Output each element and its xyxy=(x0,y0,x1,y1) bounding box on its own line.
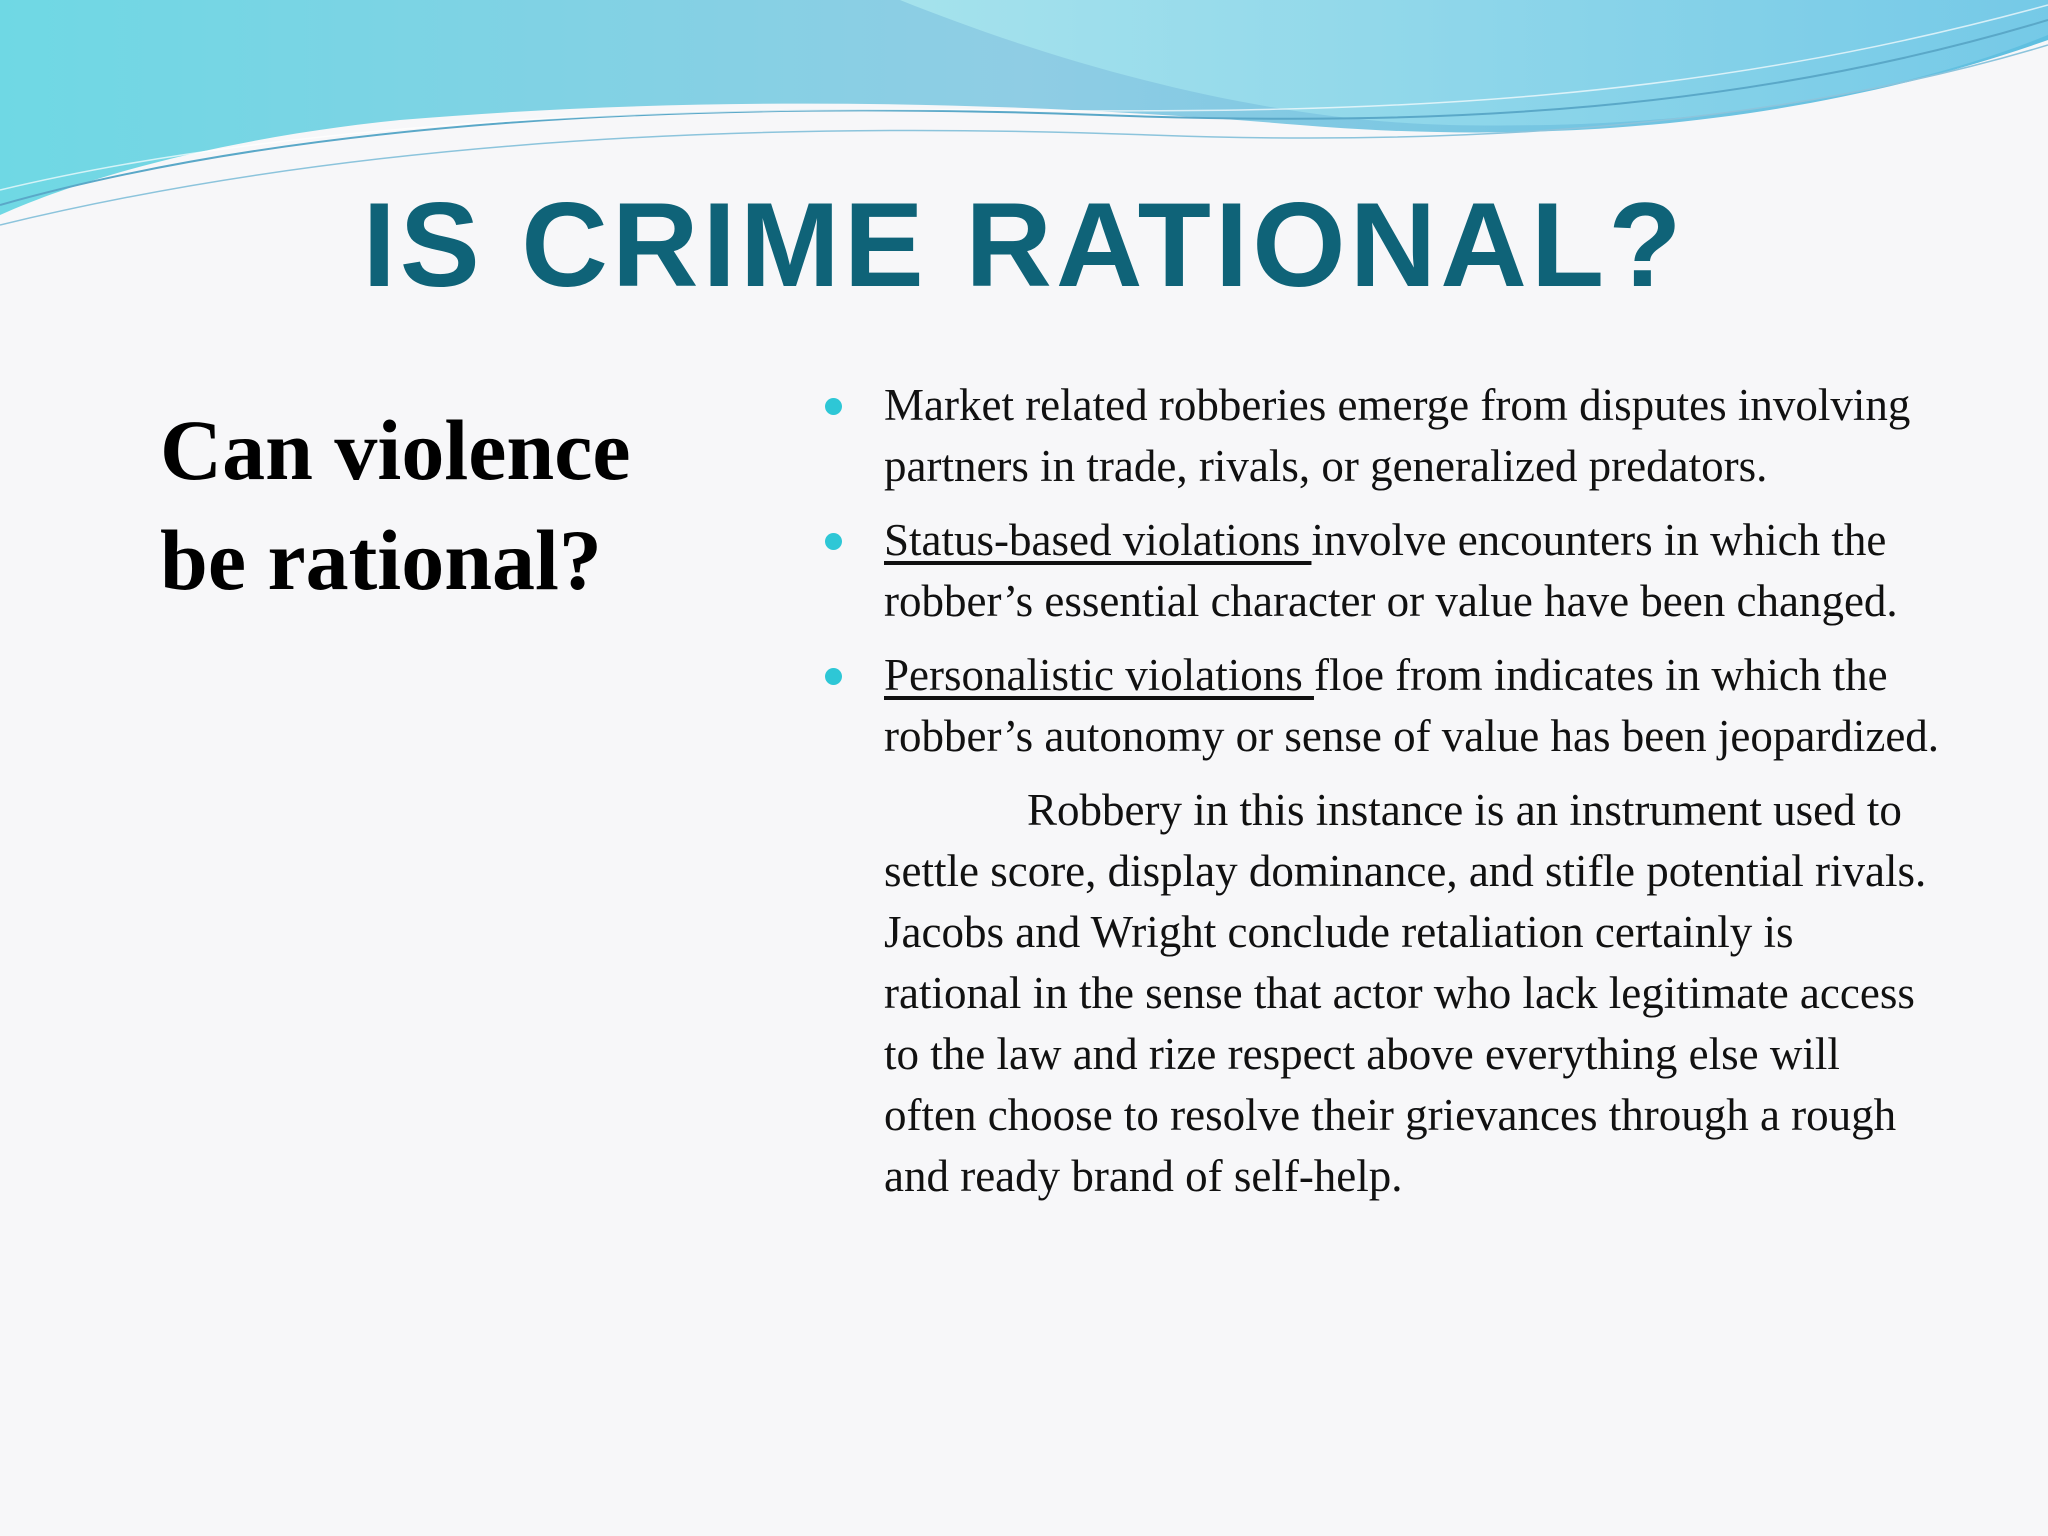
bullet-dot-icon xyxy=(825,533,842,550)
slide-title: IS CRIME RATIONAL? xyxy=(362,178,1686,312)
bullet-term: Personalistic violations xyxy=(884,650,1314,700)
bullet-text: involve encounters in which the robber’s essential character or value have been changed. xyxy=(884,515,1898,626)
bullet-item-market xyxy=(820,375,1940,497)
body-paragraph: Robbery in this instance is an instrument used to settle score, display dominance, and stifle potential rivals. Jacobs and Wright conclude retaliation certainly is rational in the sense that actor who lack legitimate access to the law and rize respect above everything else will often choose to resolve their grievances through a rough and ready brand of self-help. xyxy=(884,785,1927,1201)
bullet-text: Market related robberies emerge from disputes involving partners in trade, rivals, or generalized predators. xyxy=(884,380,1911,491)
bullet-text: floe from indicates in which the robber’s autonomy or sense of value has been jeopardized. xyxy=(884,650,1940,761)
bullet-dot-icon xyxy=(825,668,842,685)
content-column xyxy=(820,375,1940,1207)
bullet-dot-icon xyxy=(825,398,842,415)
bullet-term: Status-based violations xyxy=(884,515,1312,565)
bullet-item-personalistic xyxy=(820,645,1940,767)
bullet-list xyxy=(820,375,1940,767)
bullet-item-status xyxy=(820,510,1940,632)
left-heading: Can violence be rational? xyxy=(160,402,631,608)
